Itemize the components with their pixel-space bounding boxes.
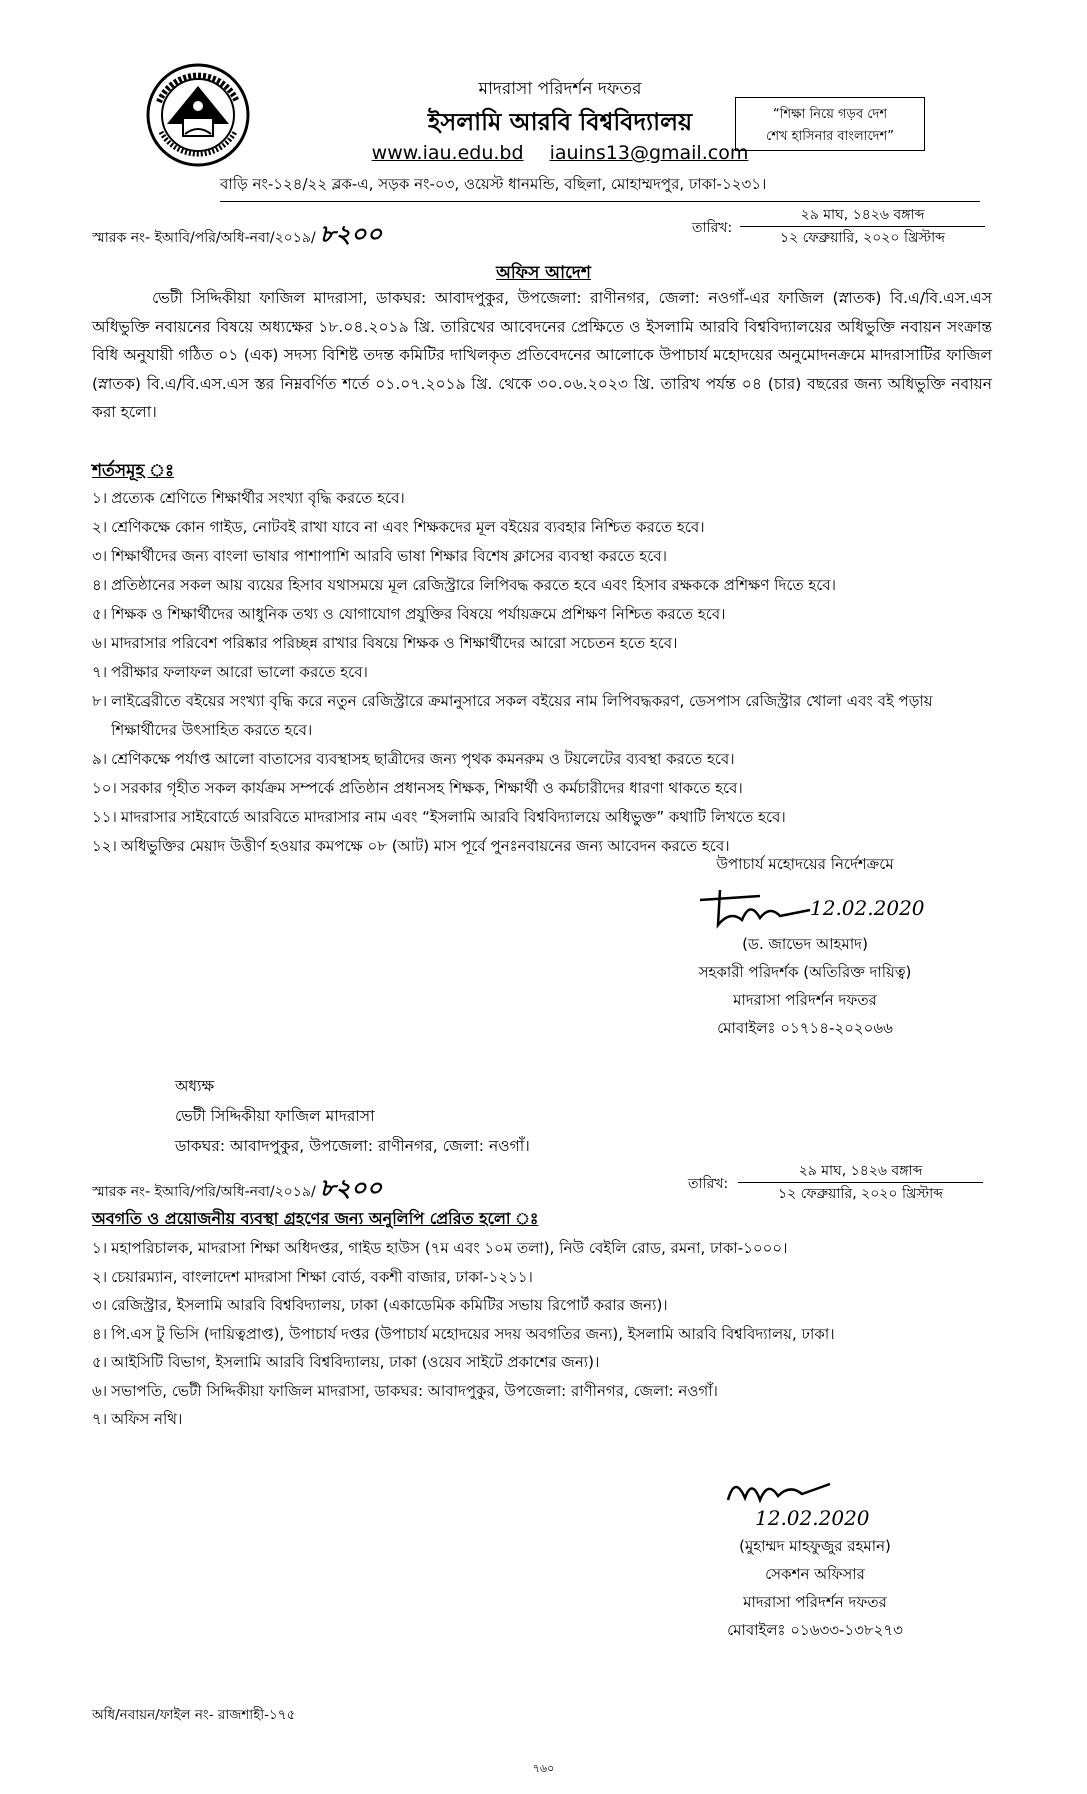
order-title: অফিস আদেশ [496,263,591,283]
conditions-item-text: লাইব্রেরীতে বইয়ের সংখ্যা বৃদ্ধি করে নতুন রেজিস্ট্রারে ক্রমানুসারে সকল বইয়ের নাম লিপিবদ্ধকরণ, ডেসপাস রেজিস্ট্রার খোলা এবং বই পড়ায় শিক্ষার্থীদের উৎসাহিত করতে হবে। [111,692,933,739]
date-label-2: তারিখ: [688,1176,729,1192]
university-name: ইসলামি আরবি বিশ্ববিদ্যালয় [427,108,693,136]
copies-item [92,1291,1002,1320]
conditions-item-number: ১০। [92,779,117,797]
recipient-institution: ভেটী সিদ্দিকীয়া ফাজিল মাদরাসা [175,1107,375,1125]
conditions-item-text: সরকার গৃহীত সকল কার্যক্রম সম্পর্কে প্রতিষ্ঠান প্রধানসহ শিক্ষক, শিক্ষার্থী ও কর্মচারীদের ধারণা থাকতে হবে। [120,779,743,797]
copies-item-text: অফিস নথি। [111,1410,183,1428]
conditions-item [92,629,1002,658]
copies-item-text: চেয়ারম্যান, বাংলাদেশ মাদরাসা শিক্ষা বোর্ড, বকশী বাজার, ঢাকা-১২১১। [111,1267,533,1286]
conditions-item-text: শিক্ষার্থীদের জন্য বাংলা ভাষার পাশাপাশি আরবি ভাষা শিক্ষার বিশেষ ক্লাসের ব্যবস্থা করতে হবে। [111,547,667,565]
conditions-item-text: মাদরাসার সাইবোর্ডে আরবিতে মাদরাসার নাম এবং “ইসলামি আরবি বিশ্ববিদ্যালয়ে অধিভুক্ত” কথাটি লিখতে হবে। [120,808,786,826]
memo-number [92,216,382,256]
conditions-item [92,745,1002,774]
university-seal-logo [145,62,251,168]
conditions-item [92,687,1002,745]
date-block-2 [738,1160,983,1205]
memo-number-2 [92,1170,382,1210]
copies-heading: অবগতি ও প্রয়োজনীয় ব্যবস্থা গ্রহণের জন্য অনুলিপি প্রেরিত হলো ঃ [92,1209,539,1228]
copies-item [92,1234,1002,1263]
conditions-item-number: ১। [92,489,108,507]
signatory-designation-1: সহকারী পরিদর্শক (অতিরিক্ত দায়িত্ব) [698,963,912,981]
date-christian: ১২ ফেব্রুয়ারি, ২০২০ খ্রিস্টাব্দ [780,230,945,246]
conditions-item-text: প্রত্যেক শ্রেণিতে শিক্ষার্থীর সংখ্যা বৃদ্ধি করতে হবে। [111,489,405,507]
conditions-item-number: ৪। [92,576,108,594]
conditions-item-text: শ্রেণিকক্ষে পর্যাপ্ত আলো বাতাসের ব্যবস্থাসহ ছাত্রীদের জন্য পৃথক কমনরুম ও টয়লেটের ব্যবস্থা করতে হবে। [111,750,735,768]
conditions-item [92,542,1002,571]
handwritten-date-2: 12.02.2020 [755,1506,870,1530]
signatory-designation-2: সেকশন অফিসার [765,1565,865,1583]
copies-item [92,1377,1002,1406]
conditions-item-text: শিক্ষক ও শিক্ষার্থীদের আধুনিক তথ্য ও যোগাযোগ প্রযুক্তির বিষয়ে পর্যায়ক্রমে প্রশিক্ষণ নিশ্চিত করতে হবে। [111,605,726,623]
conditions-item-text: পরীক্ষার ফলাফল আরো ভালো করতে হবে। [111,663,368,681]
recipient-title: অধ্যক্ষ [175,1077,215,1095]
signatory-name-1: (ড. জাভেদ আহমাদ) [742,935,868,953]
copies-item-number: ৬। [92,1381,108,1400]
date-bangla: ২৯ মাঘ, ১৪২৬ বঙ্গাব্দ [740,204,985,227]
conditions-item [92,803,1002,832]
conditions-item [92,658,1002,687]
recipient-block [175,1071,530,1161]
slogan-line-2: শেখ হাসিনার বাংলাদেশ” [766,129,894,144]
conditions-item-text: শ্রেণিকক্ষে কোন গাইড, নোটবই রাখা যাবে না এবং শিক্ষকদের মূল বইয়ের ব্যবহার নিশ্চিত করতে হবে। [111,518,705,536]
date-bangla-2: ২৯ মাঘ, ১৪২৬ বঙ্গাব্দ [738,1160,983,1183]
conditions-item-number: ১১। [92,808,117,826]
website-link[interactable]: www.iau.edu.bd [371,142,524,164]
handwritten-date-1: 12.02.2020 [810,896,925,920]
email-link[interactable]: iauins13@gmail.com [549,142,749,164]
memo-handwritten-number-2: ৮২০০ [319,1173,383,1202]
memo-prefix: স্মারক নং- ইআবি/পরি/অধি-নবা/২০১৯/ [92,230,316,246]
conditions-item-text: প্রতিষ্ঠানের সকল আয় ব্যয়ের হিসাব যথাসময়ে মূল রেজিস্ট্রারে লিপিবদ্ধ করতে হবে এবং হিসাব রক্ষককে প্রশিক্ষণ দিতে হবে। [111,576,837,594]
conditions-item [92,513,1002,542]
memo-prefix-2: স্মারক নং- ইআবি/পরি/অধি-নবা/২০১৯/ [92,1184,316,1200]
handwritten-signature-1 [640,878,970,930]
signature-block-2 [660,1470,970,1644]
copies-item-text: আইসিটি বিভাগ, ইসলামি আরবি বিশ্ববিদ্যালয়, ঢাকা (ওয়েব সাইটে প্রকাশের জন্য)। [111,1353,600,1371]
slogan-line-1: “শিক্ষা নিয়ে গড়ব দেশ [772,107,888,122]
conditions-item-text: মাদরাসার পরিবেশ পরিষ্কার পরিচ্ছন্ন রাখার বিষয়ে শিক্ষক ও শিক্ষার্থীদের আরো সচেতন হতে হবে। [111,634,678,652]
copies-item [92,1320,1002,1349]
copies-item-text: রেজিস্ট্রার, ইসলামি আরবি বিশ্ববিদ্যালয়, ঢাকা (একাডেমিক কমিটির সভায় রিপোর্ট করার জন্য)। [111,1296,668,1314]
conditions-item [92,484,1002,513]
conditions-item-number: ৩। [92,547,108,565]
date-label: তারিখ: [692,220,733,236]
copies-item-text: মহাপরিচালক, মাদরাসা শিক্ষা অধিদপ্তর, গাইড হাউস (৭ম এবং ১০ম তলা), নিউ বেইলি রোড, রমনা, ঢাকা-১০০০। [111,1239,788,1257]
conditions-item-number: ১২। [92,837,117,855]
copies-item-number: ৭। [92,1410,108,1428]
copies-item-number: ৫। [92,1353,108,1371]
copies-item-text: সভাপতি, ভেটী সিদ্দিকীয়া ফাজিল মাদরাসা, ডাকঘর: আবাদপুকুর, উপজেলা: রাণীনগর, জেলা: নওগাঁ। [111,1381,718,1400]
signatory-mobile-2: মোবাইলঃ ০১৬৩৩-১৩৮২৭৩ [727,1621,903,1639]
order-body: ভেটী সিদ্দিকীয়া ফাজিল মাদরাসা, ডাকঘর: আবাদপুকুর, উপজেলা: রাণীনগর, জেলা: নওগাঁ-এর ফাজিল (স্নাতক) বি.এ/বি.এস.এস অধিভুক্তি নবায়নের বিষয়ে অধ্যক্ষের ১৮.০৪.২০১৯ খ্রি. তারিখের আবেদনের প্রেক্ষিতে ও ইসলামি আরবি বিশ্ববিদ্যালয়ের অধিভুক্তি নবায়ন সংক্রান্ত বিধি অনুযায়ী গঠিত ০১ (এক) সদস্য বিশিষ্ট তদন্ত কমিটির দাখিলকৃত প্রতিবেদনের আলোকে উপাচার্য মহোদয়ের অনুমোদনক্রমে মাদরাসাটির ফাজিল (স্নাতক) বি.এ/বি.এস.এস স্তর নিম্নবর্ণিত শর্তে ০১.০৭.২০১৯ খ্রি. থেকে ৩০.০৬.২০২৩ খ্রি. তারিখ পর্যন্ত ০৪ (চার) বছরের জন্য অধিভুক্তি নবায়ন করা হলো। [92,289,992,421]
signatory-office-2: মাদরাসা পরিদর্শন দফতর [743,1593,887,1611]
office-name: মাদরাসা পরিদর্শন দফতর [478,79,642,99]
date-block [740,204,985,249]
conditions-item [92,774,1002,803]
instruction-line: উপাচার্য মহোদয়ের নির্দেশক্রমে [716,855,894,873]
copies-item-number: ২। [92,1267,108,1286]
copies-item [92,1405,1002,1434]
conditions-item-number: ২। [92,518,108,536]
signatory-office-1: মাদরাসা পরিদর্শন দফতর [733,991,877,1009]
signature-block-1 [640,850,970,1042]
conditions-item-number: ৬। [92,634,108,652]
memo-handwritten-number: ৮২০০ [319,219,383,248]
copies-item-number: ৩। [92,1296,108,1314]
copies-list [92,1234,1002,1434]
handwritten-signature-2 [660,1470,970,1532]
conditions-item-number: ৮। [92,692,108,710]
recipient-address: ডাকঘর: আবাদপুকুর, উপজেলা: রাণীনগর, জেলা: নওগাঁ। [175,1137,530,1155]
conditions-heading: শর্তসমূহ ঃ [92,461,175,481]
copies-item-number: ১। [92,1239,108,1257]
conditions-item-number: ৭। [92,663,108,681]
signatory-mobile-1: মোবাইলঃ ০১৭১৪-২০২০৬৬ [717,1019,893,1037]
university-address: বাড়ি নং-১২৪/২২ ব্লক-এ, সড়ক নং-০৩, ওয়েস্ট ধানমন্ডি, বছিলা, মোহাম্মদপুর, ঢাকা-১২৩১। [220,173,980,202]
copies-item-text: পি.এস টু ভিসি (দায়িত্বপ্রাপ্ত), উপাচার্য দপ্তর (উপাচার্য মহোদয়ের সদয় অবগতির জন্য), ইসলামি আরবি বিশ্ববিদ্যালয়, ঢাকা। [111,1324,835,1343]
copies-item [92,1348,1002,1377]
conditions-item [92,571,1002,600]
copies-item-number: ৪। [92,1324,108,1343]
file-reference: অধি/নবায়ন/ফাইল নং- রাজশাহী-১৭৫ [92,1707,296,1723]
date-christian-2: ১২ ফেব্রুয়ারি, ২০২০ খ্রিস্টাব্দ [778,1186,943,1202]
conditions-item [92,600,1002,629]
copies-item [92,1263,1002,1292]
conditions-list [92,484,1002,861]
conditions-item-number: ৯। [92,750,108,768]
page-number: ৭৬০ [532,1762,555,1775]
conditions-item-number: ৫। [92,605,108,623]
slogan-box [735,97,925,151]
signatory-name-2: (মুহাম্মদ মাহফুজুর রহমান) [739,1537,891,1555]
conditions-item-text: অধিভুক্তির মেয়াদ উত্তীর্ণ হওয়ার কমপক্ষে ০৮ (আট) মাস পূর্বে পুনঃনবায়নের জন্য আবেদন করতে হবে। [120,837,730,855]
